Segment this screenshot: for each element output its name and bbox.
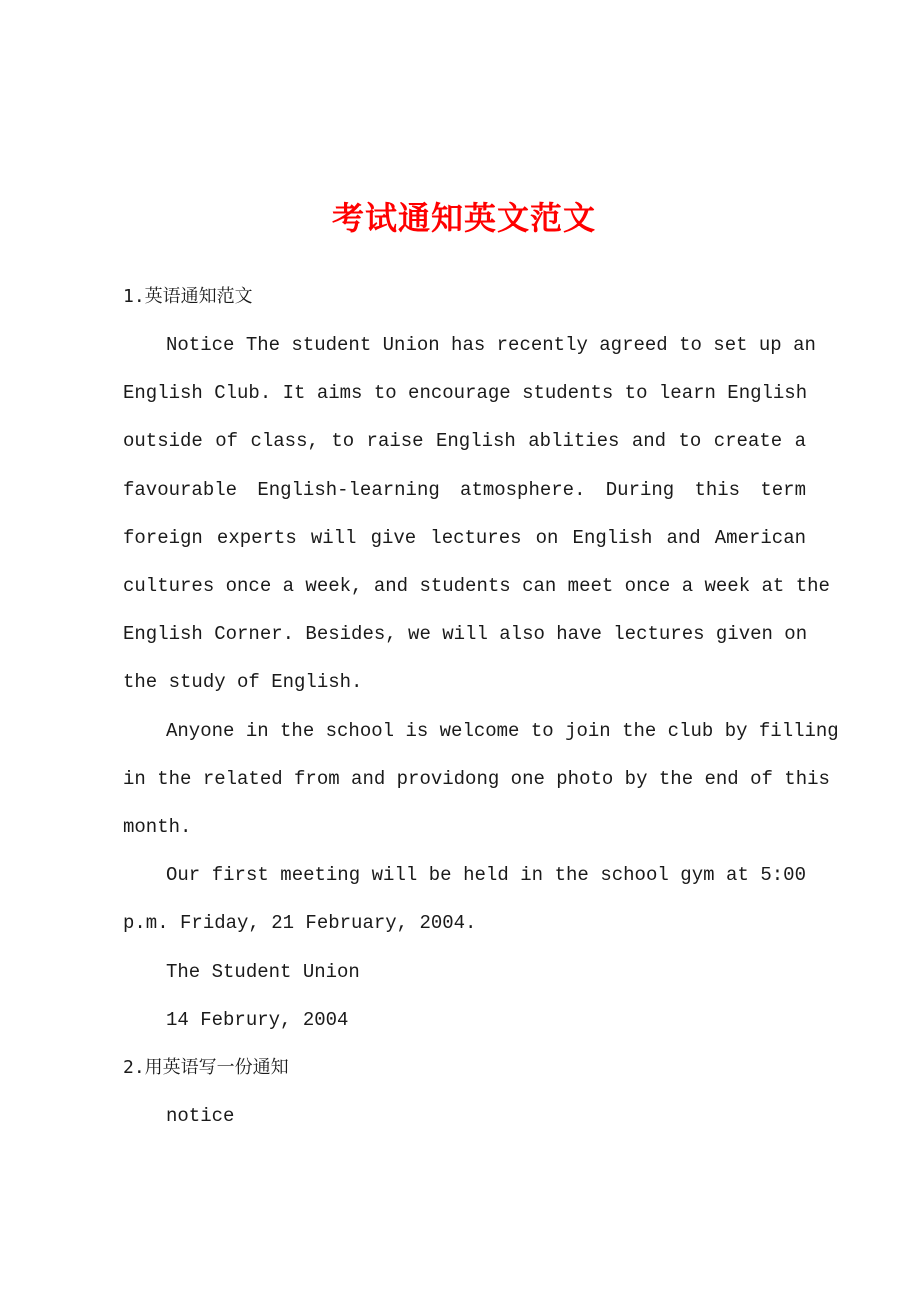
- section-heading-1: 1.英语通知范文: [123, 286, 253, 307]
- document-title: 考试通知英文范文: [331, 199, 596, 237]
- section-heading-2: 2.用英语写一份通知: [123, 1057, 289, 1078]
- paragraph-line: foreign experts will give lectures on English and American: [123, 527, 806, 549]
- paragraph-line: in the related from and providong one photo by the end of this: [123, 768, 830, 790]
- signature-line: The Student Union: [166, 961, 360, 983]
- paragraph-line: Our first meeting will be held in the school gym at 5:00: [166, 864, 806, 886]
- paragraph-line: the study of English.: [123, 671, 363, 693]
- paragraph-line: cultures once a week, and students can meet once a week at the: [123, 575, 830, 597]
- paragraph-line: month.: [123, 816, 192, 838]
- paragraph-line: p.m. Friday, 21 February, 2004.: [123, 912, 477, 934]
- paragraph-line: Notice The student Union has recently agreed to set up an: [166, 334, 816, 356]
- paragraph-line: English Corner. Besides, we will also have lectures given on: [123, 623, 808, 645]
- paragraph-line: Anyone in the school is welcome to join the club by filling: [166, 720, 839, 742]
- paragraph-line: notice: [166, 1105, 235, 1127]
- paragraph-line: outside of class, to raise English ablities and to create a: [123, 430, 806, 452]
- date-line: 14 Februry, 2004: [166, 1009, 349, 1031]
- paragraph-line: favourable English-learning atmosphere. During this term: [123, 479, 806, 501]
- paragraph-line: English Club. It aims to encourage students to learn English: [123, 382, 808, 404]
